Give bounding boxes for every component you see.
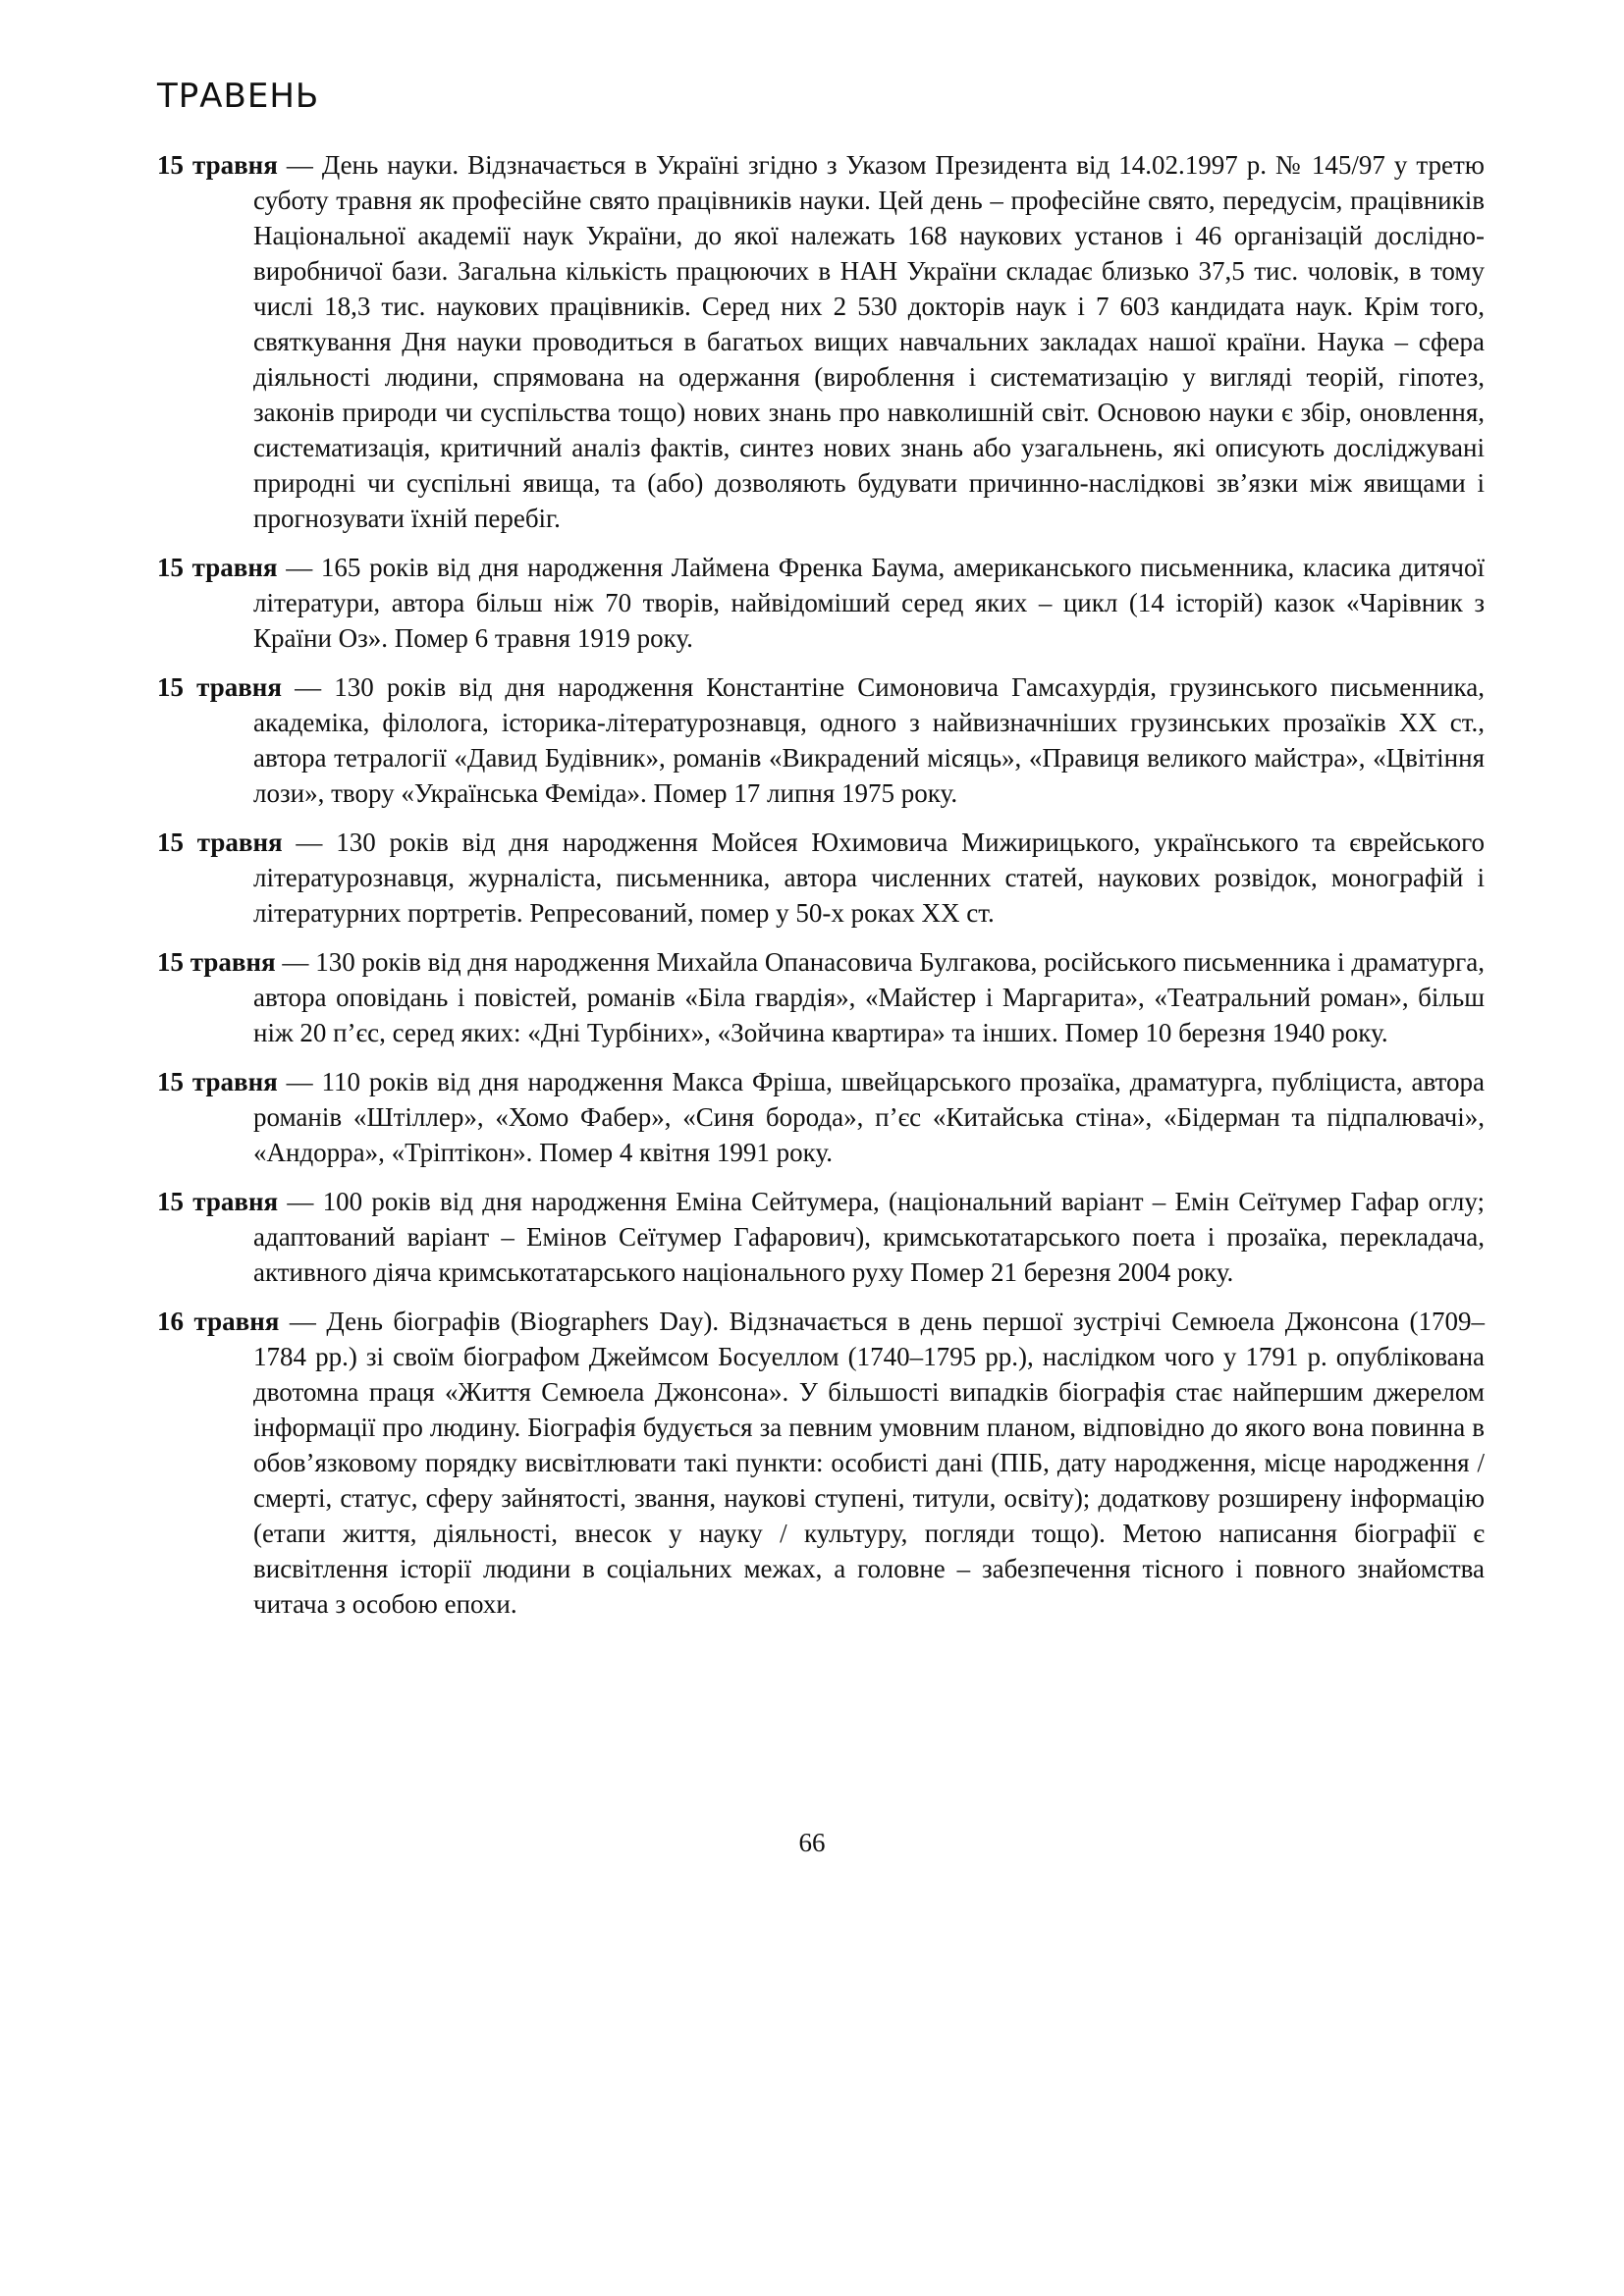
- calendar-entry: [157, 1304, 1485, 1622]
- entry-text: — День біографів (Biographers Day). Відзначається в день першої зустрічі Семюела Джонсона (1709–1784 рр.) зі своїм біографом Джеймсом Босуеллом (1740–1795 рр.), наслідком чого у 1791 р. опублікована двотомна праця «Життя Семюела Джонсона». У більшості випадків біографія стає найпершим джерелом інформації про людину. Біографія будується за певним умовним планом, відповідно до якого вона повинна в обов’язковому порядку висвітлювати такі пункти: особисті дані (ПІБ, дату народження, місце народження / смерті, статус, сферу зайнятості, звання, наукові ступені, титули, освіту); додаткову розширену інформацію (етапи життя, діяльності, внесок у науку / культуру, погляди тощо). Метою написання біографії є висвітлення історії людини в соціальних межах, а головне – забезпечення тісного і повного знайомства читача з особою епохи.: [253, 1307, 1485, 1619]
- entry-date: 15 травня: [157, 553, 278, 582]
- entry-date: 15 травня: [157, 672, 282, 702]
- month-heading: ТРАВЕНЬ: [157, 77, 320, 116]
- calendar-entries: [157, 147, 1485, 1635]
- entry-date: 16 травня: [157, 1307, 280, 1336]
- entry-date: 15 травня: [157, 947, 276, 977]
- entry-date: 15 травня: [157, 150, 278, 180]
- calendar-entry: [157, 1184, 1485, 1290]
- calendar-entry: [157, 944, 1485, 1050]
- page-number: 66: [798, 1828, 826, 1857]
- entry-date: 15 травня: [157, 828, 283, 857]
- calendar-entry: [157, 147, 1485, 536]
- entry-text: — 165 років від дня народження Лаймена Френка Баума, американського письменника, класика дитячої літератури, автора більш ніж 70 творів, найвідоміший серед яких – цикл (14 історій) казок «Чарівник з Країни Оз». Помер 6 травня 1919 року.: [253, 553, 1485, 653]
- calendar-entry: [157, 550, 1485, 656]
- entry-text: — День науки. Відзначається в Україні згідно з Указом Президента від 14.02.1997 р. № 145/97 у третю суботу травня як професійне свято працівників науки. Цей день – професійне свято, передусім, працівників Національної академії наук України, до якої належать 168 наукових установ і 46 організацій дослідно-виробничої бази. Загальна кількість працюючих в НАН України складає близько 37,5 тис. чоловік, в тому числі 18,3 тис. наукових працівників. Серед них 2 530 докторів наук і 7 603 кандидата наук. Крім того, святкування Дня науки проводиться в багатьох вищих навчальних закладах нашої країни. Наука – сфера діяльності людини, спрямована на одержання (вироблення і систематизацію у вигляді теорій, гіпотез, законів природи чи суспільства тощо) нових знань про навколишній світ. Основою науки є збір, оновлення, систематизація, критичний аналіз фактів, синтез нових знань або узагальнень, які описують досліджувані природні чи суспільні явища, та (або) дозволяють будувати причинно-наслідкові зв’язки між явищами і прогнозувати їхній перебіг.: [253, 150, 1485, 533]
- calendar-entry: [157, 669, 1485, 811]
- entry-date: 15 травня: [157, 1187, 279, 1216]
- entry-text: — 130 років від дня народження Мойсея Юхимовича Мижирицького, українського та єврейського літературознавця, журналіста, письменника, автора численних статей, наукових розвідок, монографій і літературних портретів. Репресований, помер у 50-х роках XX ст.: [253, 828, 1485, 928]
- entry-text: — 130 років від дня народження Константіне Симоновича Гамсахурдія, грузинського письменника, академіка, філолога, історика-літературознавця, одного з найвизначніших грузинських прозаїків XX ст., автора тетралогії «Давид Будівник», романів «Викрадений місяць», «Правиця великого майстра», «Цвітіння лози», твору «Українська Феміда». Помер 17 липня 1975 року.: [253, 672, 1485, 808]
- calendar-entry: [157, 1064, 1485, 1170]
- entry-text: — 110 років від дня народження Макса Фріша, швейцарського прозаїка, драматурга, публіциста, автора романів «Штіллер», «Хомо Фабер», «Синя борода», п’єс «Китайська стіна», «Бідерман та підпалювачі», «Андорра», «Тріптікон». Помер 4 квітня 1991 року.: [253, 1067, 1485, 1167]
- entry-date: 15 травня: [157, 1067, 278, 1096]
- calendar-entry: [157, 825, 1485, 931]
- entry-text: — 130 років від дня народження Михайла Опанасовича Булгакова, російського письменника і драматурга, автора оповідань і повістей, романів «Біла гвардія», «Майстер і Маргарита», «Театральний роман», більш ніж 20 п’єс, серед яких: «Дні Турбіних», «Зойчина квартира» та інших. Помер 10 березня 1940 року.: [253, 947, 1485, 1047]
- entry-text: — 100 років від дня народження Еміна Сейтумера, (національний варіант – Емін Сеїтумер Гафар оглу; адаптований варіант – Емінов Сеїтумер Гафарович), кримськотатарського поета і прозаїка, перекладача, активного діяча кримськотатарського національного руху Помер 21 березня 2004 року.: [253, 1187, 1485, 1287]
